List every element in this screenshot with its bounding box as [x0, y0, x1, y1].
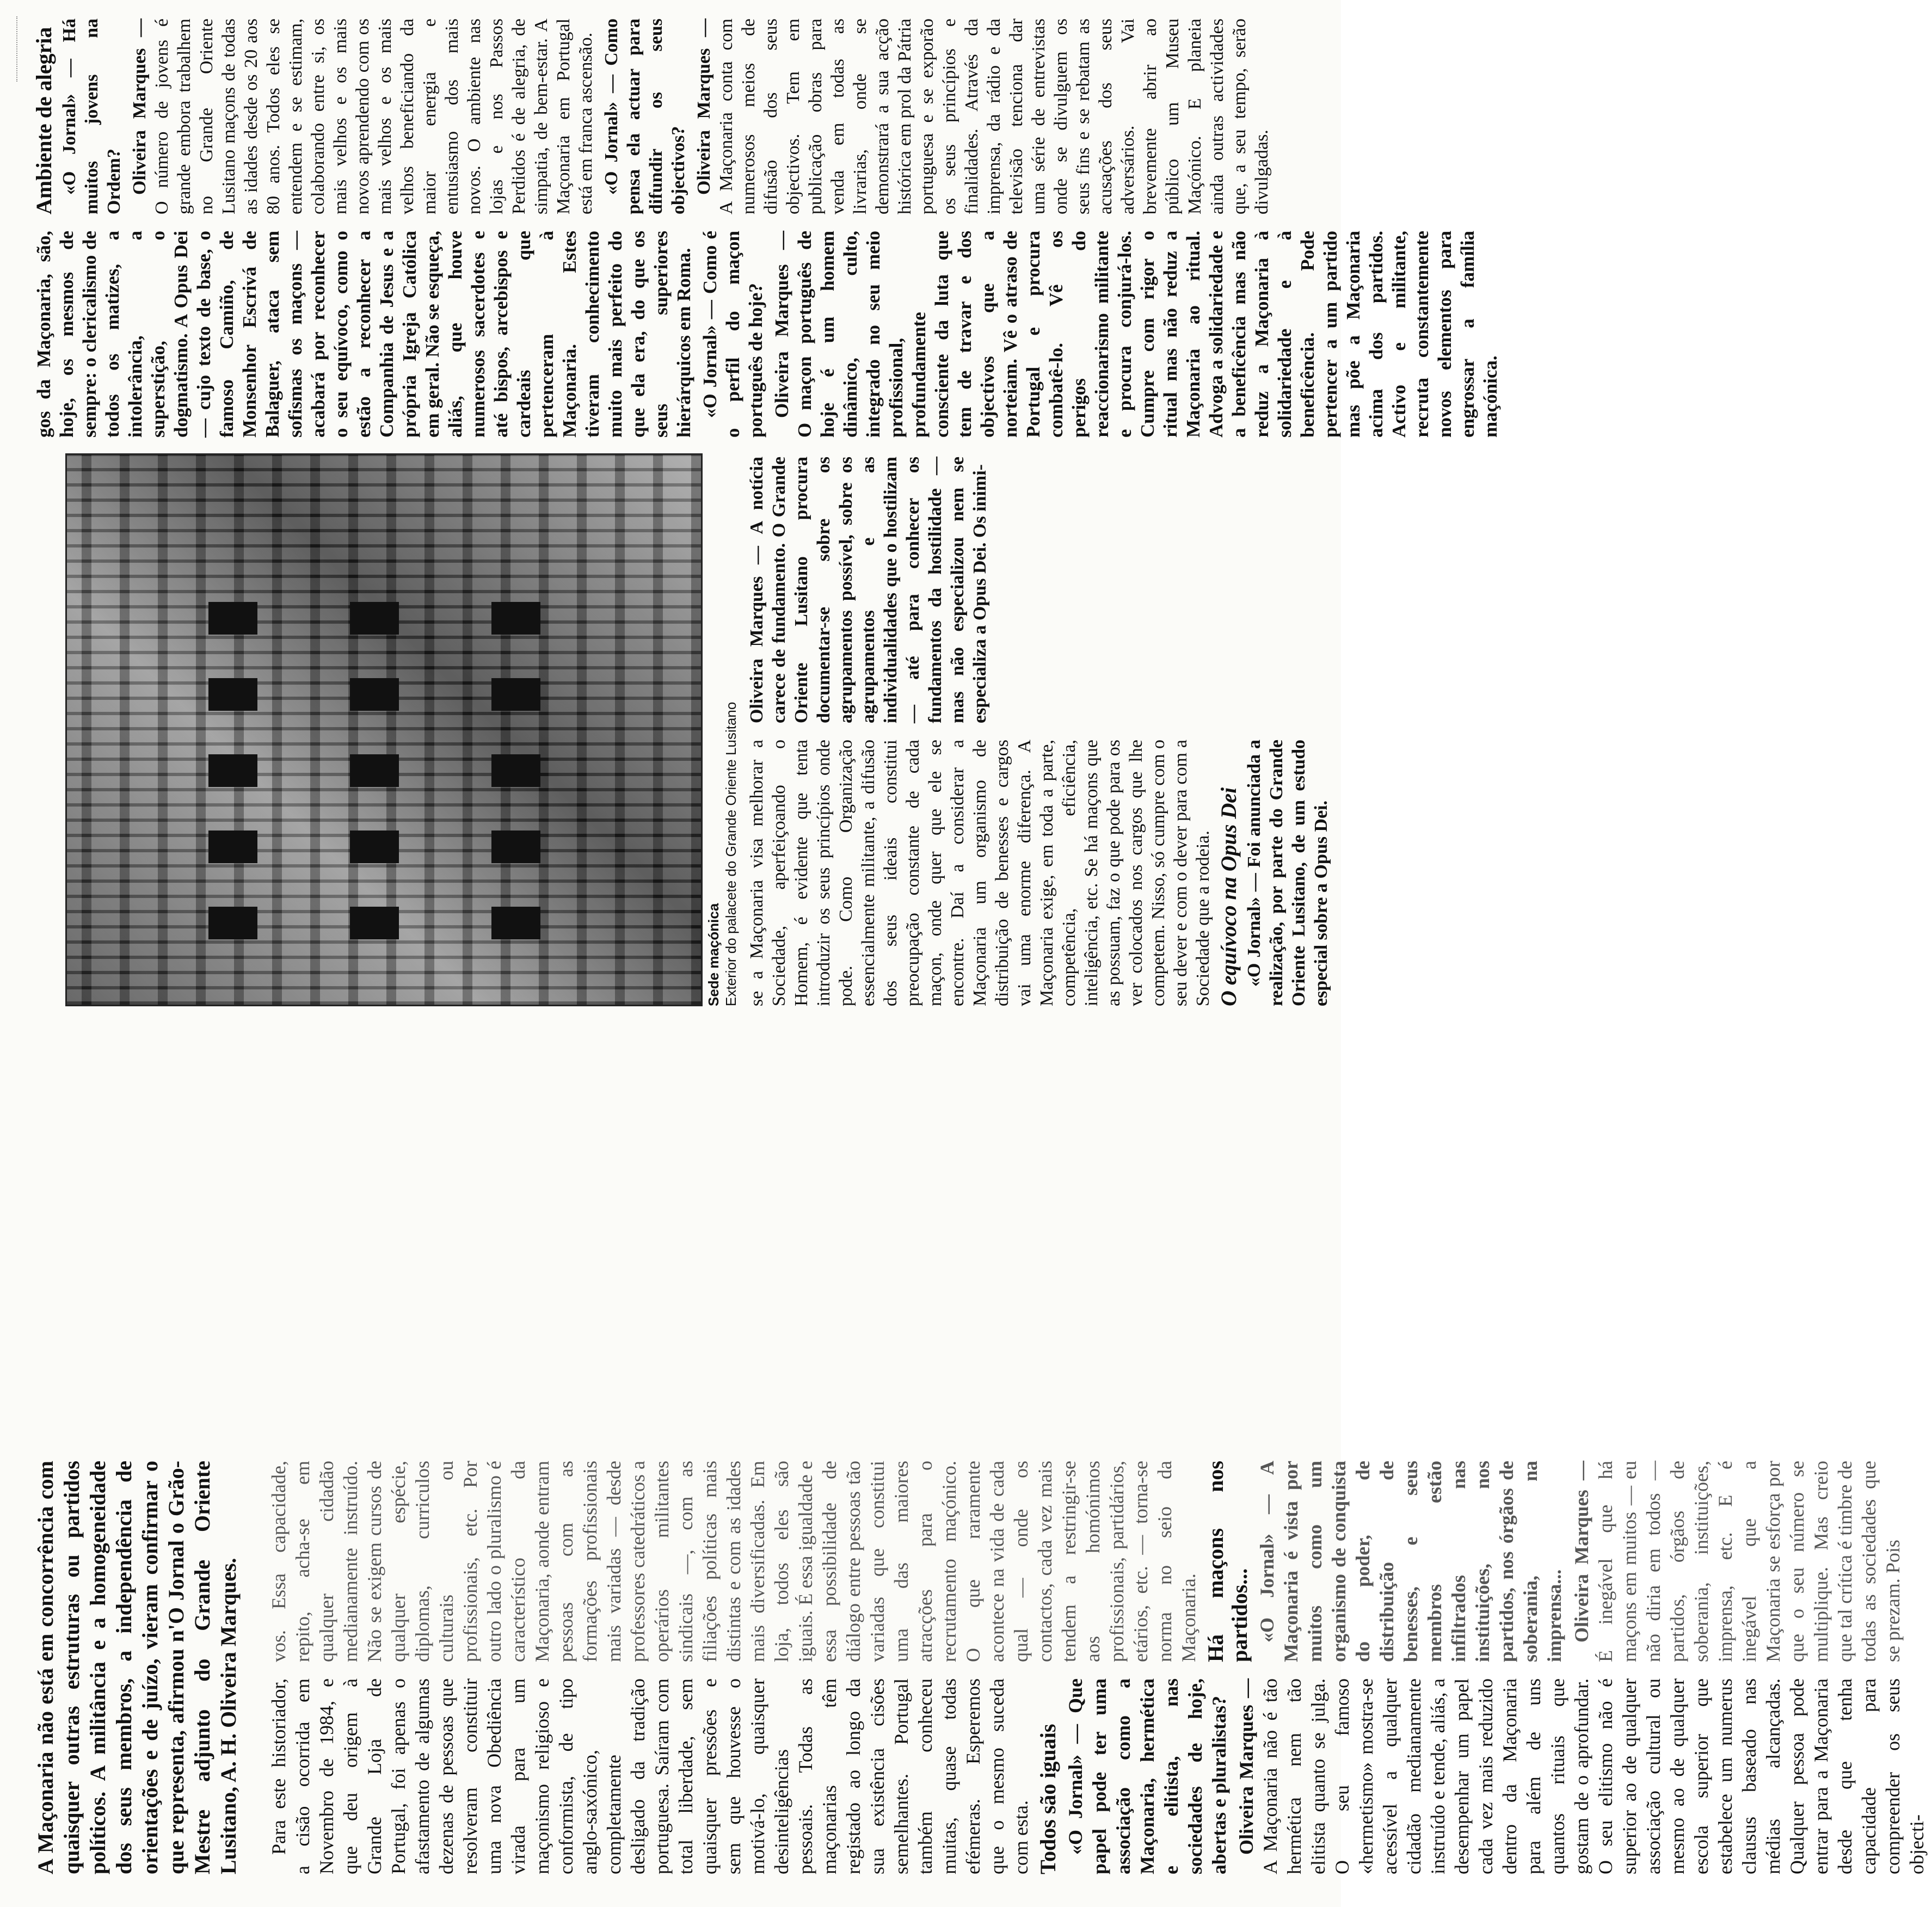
headquarters-photo [65, 453, 703, 1006]
column-2 [267, 1461, 1908, 1662]
col2-question-2: «O Jornal» — A Maçonaria é vista por muitos como um organismo de conquista do poder, de distribuição de benesses, e seus membros estão infiltrados nas instituições, nos partidos, nos órgãos de soberania, na imprensa... [1256, 1461, 1565, 1662]
col2-answer-2: Oliveira Marques — É inegável que há maçons em muitos — eu não diria em todos — partidos, órgãos de soberania, instituições, imprensa, etc. E é inegável que a Maçonaria se esforça por que o seu número se multiplique. Mas creio que tal crítica é timbre de todas as sociedades que se prezam. Pois [1571, 1461, 1904, 1662]
col4-answer-4: Oliveira Marques — O maçon português de hoje é um homem dinâmico, culto, integrado no seu meio profissional, profundamente consciente da luta que tem de travar e dos objectivos que a norteiam. Vê o atraso de Portugal e procura combatê-lo. Vê os perigos do reaccionarismo militante e procura conjurá-los. Cumpre com rigor o ritual mas não reduz a Maçonaria ao ritual. Advoga a solidariedade e a beneficência mas não reduz a Maçonaria à solidariedade e à beneficência. Pode pertencer a um partido mas põe a Maçonaria acima dos partidos. Activo e militante, recruta constantemente novos elementos para engrossar a família maçónica. [771, 231, 1501, 438]
photo-caption [705, 457, 740, 1006]
col4-paragraph-1: gos da Maçonaria, são, hoje, os mesmos de sempre: o clericalismo de todos os matizes, a intolerância, a superstição, o dogmatismo. A Opus Dei — cujo texto de base, o famoso Camiño, de Monsenhor Escrivá de Balaguer, ataca sem sofismas os maçons — acabará por reconhecer o seu equívoco, como o estão a reconhecer a Companhia de Jesus e a própria Igreja Católica em geral. Não se esqueça, aliás, que houve numerosos sacerdotes e até bispos, arcebispos e cardeais que pertenceram à Maçonaria. Estes tiveram conhecimento muito mais perfeito do que ela era, do que os seus superiores hierárquicos em Roma. [33, 231, 694, 438]
col5-answer-6: Oliveira Marques — A Maçonaria conta com numerosos meios de difusão dos seus objectivos. Tem em publicação obras para venda em todas as livrarias, onde se demonstrará a sua acção histórica em prol da Pátria portuguesa e se exporão os seus princípios e finalidades. Através da imprensa, da rádio e da televisão tenciona dar uma série de entrevistas onde se divulguem os seus fins e se rebatam as acusações dos seus adversários. Vai brevemente abrir ao público um Museu Maçónico. E planeia ainda outras actividades que, a seu tempo, serão divulgadas. [694, 19, 1272, 214]
column-4 [33, 231, 1505, 438]
subhead-opus-dei: O equívoco na Opus Dei [1216, 787, 1241, 1006]
scan-speckle [16, 16, 23, 82]
col1-question-1: «O Jornal» — Que papel pode ter uma associação como a Maçonaria, hermética e elitista, nas sociedades de hoje, abertas e pluralistas? [1065, 1678, 1230, 1874]
caption-title: Sede maçónica [705, 903, 722, 1006]
subhead-ambiente-de-alegria: Ambiente de alegria [32, 27, 56, 214]
column-3 [746, 740, 1336, 1006]
column-1a [267, 1678, 1932, 1874]
column-5 [33, 19, 1276, 214]
subhead-ha-macons: Há maçons nos partidos... [1203, 1461, 1252, 1662]
column-3b [746, 457, 994, 723]
col3-answer-3: Oliveira Marques — A notícia carece de fundamento. O Grande Oriente Lusitano procura documentar-se sobre os agrupamentos possível, sobre os agrupamentos e as individualidades que o hostilizam — até para conhecer os fundamentos da hostilidade — mas não especializou nem se especializa a Opus Dei. Os inimi- [747, 457, 990, 723]
col2-paragraph-1: vos. Essa capacidade, repito, acha-se em qualquer cidadão medianamente instruído. Não se exigem cursos de qualquer espécie, diplomas, curriculos culturais ou profissionais, etc. Por outro lado o pluralismo é característico da Maçonaria, aonde entram pessoas com as formações profissionais mais variadas — desde professores catedráticos a operários militantes sindicais —, com as filiações políticas mais distintas e com as idades mais diversificadas. Em loja, todos eles são iguais. É essa igualdade e essa possibilidade de diálogo entre pessoas tão variadas que constitui uma das maiores atracções para o recrutamento maçónico. O que raramente acontece na vida de cada qual — onde os contactos, cada vez mais tendem a restringir-se aos homónimos profissionais, partidários, etários, etc. — torna-se norma no seio da Maçonaria. [268, 1461, 1199, 1662]
col5-question-5: «O Jornal» — Há muitos jovens na Ordem? [59, 19, 124, 214]
col5-question-6: «O Jornal» — Como pensa ela actuar para difundir os seus objectivos? [601, 19, 688, 214]
caption-text: Exterior do palacete do Grande Oriente Lusitano [723, 702, 739, 1006]
col5-answer-5: Oliveira Marques — O número de jovens é grande embora trabalhem no Grande Oriente Lusitano maçons de todas as idades desde os 20 aos 80 anos. Todos eles se entendem e se estimam, colaborando entre si, os mais velhos e os mais novos aprendendo com os mais velhos e os mais velhos beneficiando da maior energia e entusiasmo dos mais novos. O ambiente nas lojas e nos Passos Perdidos é de alegria, de simpatia, de bem-estar. A Maçonaria em Portugal está em franca ascensão. [130, 19, 596, 214]
col4-question-4: «O Jornal» — Como é o perfil do maçon português de hoje? [699, 230, 766, 438]
subhead-todos-sao-iguais: Todos são iguais [1036, 1724, 1060, 1874]
col1-paragraph-1: Para este historiador, a cisão ocorrida em Novembro de 1984, e que deu origem à Grande Loja de Portugal, foi apenas o afastamento de algumas dezenas de pessoas que resolveram constituir uma nova Obediência virada para um maçonismo religioso e conformista, de tipo anglo-saxónico, completamente desligado da tradição portuguesa. Saíram com total liberdade, sem quaisquer pressões e sem que houvesse o motivá-lo, quaisquer desinteligências pessoais. Todas as maçonarias têm registado ao longo da sua existência cisões semelhantes. Portugal também conheceu muitas, quase todas efémeras. Esperemos que o mesmo suceda com esta. [268, 1678, 1032, 1874]
intro-paragraph: A Maçonaria não está em concorrência com quaisquer outras estruturas ou partidos políticos. A militância e a homogeneidade dos seus membros, a independência de orientações e de juízo, vieram confirmar o que representa, afirmou n'O Jornal o Grão-Mestre adjunto do Grande Oriente Lusitano, A. H. Oliveira Marques. [33, 1461, 241, 1874]
col3-paragraph-1: se a Maçonaria visa melhorar a Sociedade, aperfeiçoando o Homem, é evidente que tenta introduzir os seus princípios onde pode. Como Organização essencialmente militante, a difusão dos seus ideais constitui preocupação constante de cada maçon, onde quer que ele se encontre. Daí a considerar a Maçonaria um organismo de distribuição de benesses e cargos vai uma enorme diferença. A Maçonaria exige, em toda a parte, competência, eficiência, inteligência, etc. Se há maçons que as possuam, faz o que pode para os ver colocados nos cargos que lhe competem. Nisso, só cumpre com o seu dever e com o dever para com a Sociedade que a rodeia. [747, 740, 1213, 1006]
column-1 [33, 1461, 1932, 1874]
col1-answer-1: Oliveira Marques — A Maçonaria não é tão hermética nem tão elitista quanto se julga. O seu famoso «hermetismo» mostra-se acessível a qualquer cidadão medianamente instruído e tende, aliás, a desempenhar um papel cada vez mais reduzido dentro da Maçonaria para além de uns quantos rituais que gostam de o aprofundar. O seu elitismo não é superior ao de qualquer associação cultural ou mesmo ao de qualquer escola superior que estabelece um numerus clausus baseado nas médias alcançadas. Qualquer pessoa pode entrar para a Maçonaria desde que tenha capacidade para compreender os seus objecti- [1235, 1678, 1928, 1874]
col3-question-3: «O Jornal» — Foi anunciada a realização, por parte do Grande Oriente Lusitano, de um estudo especial sobre a Opus Dei. [1244, 739, 1331, 1006]
